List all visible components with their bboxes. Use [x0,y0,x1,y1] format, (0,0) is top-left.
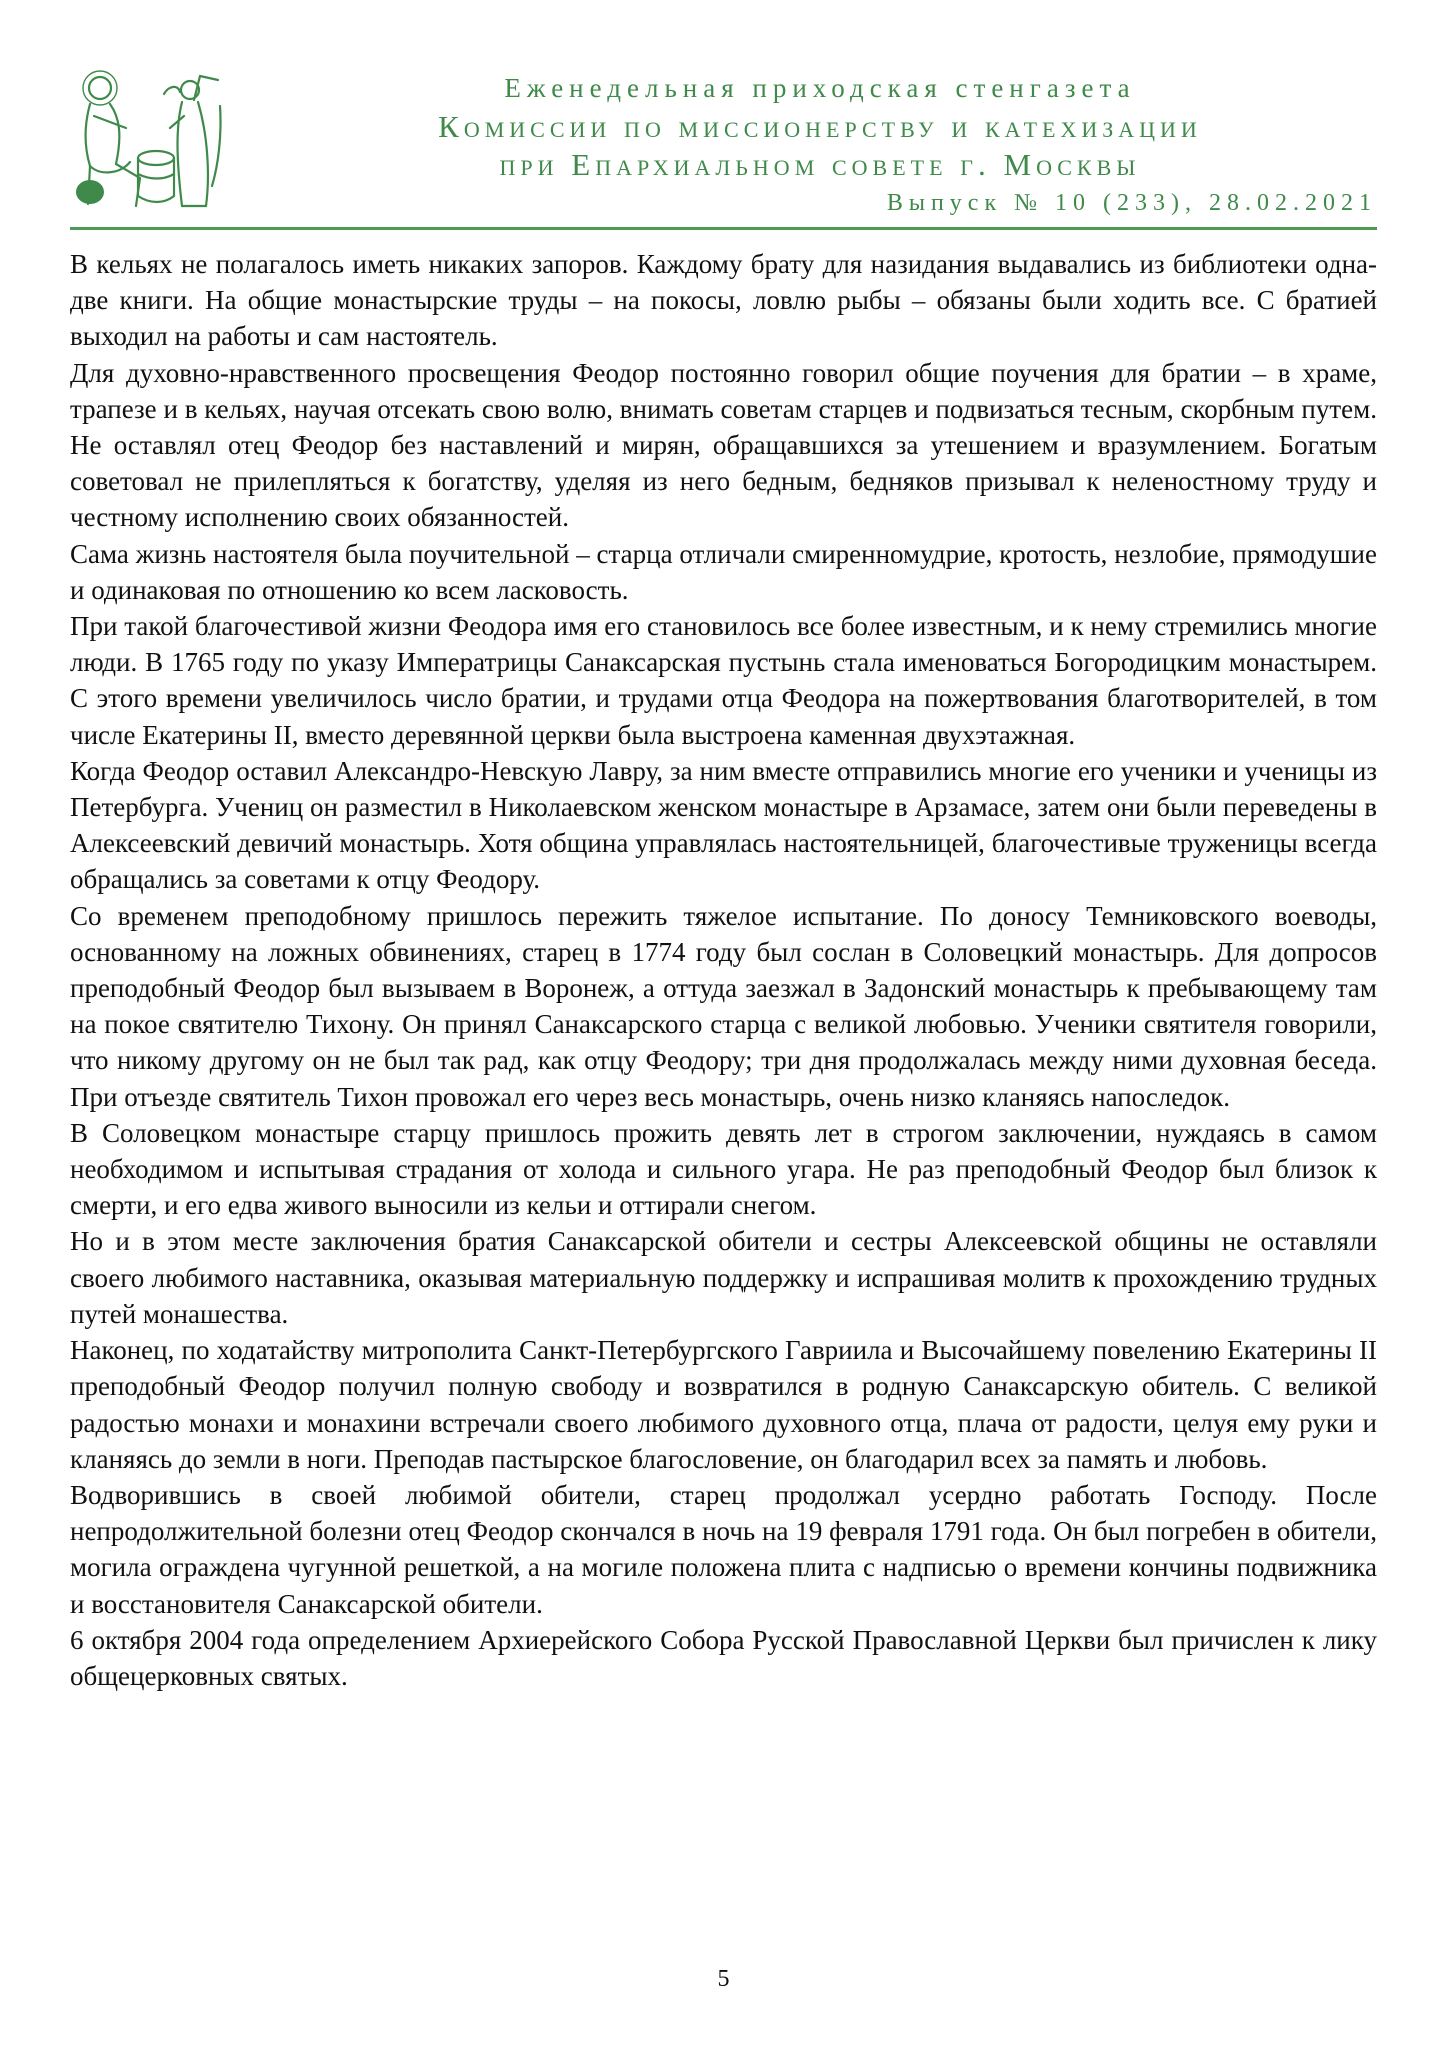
issue-number: Выпуск № 10 (233), 28.02.2021 [886,190,1377,216]
paragraph: Со временем преподобному пришлось пережить тяжелое испытание. По доносу Темниковского воеводы, основанному на ложных обвинениях, старец в 1774 году был сослан в Соловецкий монастырь. Для допросов преподобный Феодор был вызываем в Воронеж, а оттуда заезжал в Задонский монастырь к пребывающему там на покое святителю Тихону. Он принял Санаксарского старца с великой любовью. Ученики святителя говорили, что никому другому он не был так рад, как отцу Феодору; три дня продолжалась между ними духовная беседа. При отъезде святитель Тихон провожал его через весь монастырь, очень низко кланяясь напоследок. [70,900,1377,1112]
paragraph: Для духовно-нравственного просвещения Феодор постоянно говорил общие поучения для братии – в храме, трапезе и в кельях, научая отсекать свою волю, внимать советам старцев и подвизаться тесным, скорбным путем. Не оставлял отец Феодор без наставлений и мирян, обращавшихся за утешением и вразумлением. Богатым советовал не прилепляться к богатству, уделяя из него бедным, бедняков призывал к неленостному труду и честному исполнению своих обязанностей. [70,357,1377,533]
header-divider [70,227,1377,230]
paragraph: Сама жизнь настоятеля была поучительной – старца отличали смиренномудрие, кротость, незлобие, прямодушие и одинаковая по отношению ко всем ласковость. [70,538,1377,605]
paragraph: В Соловецком монастыре старцу пришлось прожить девять лет в строгом заключении, нуждаясь в самом необходимом и испытывая страдания от холода и сильного угара. Не раз преподобный Феодор был близок к смерти, и его едва живого выносили из кельи и оттирали снегом. [70,1117,1377,1221]
paragraph: Когда Феодор оставил Александро-Невскую Лавру, за ним вместе отправились многие его ученики и ученицы из Петербурга. Учениц он разместил в Николаевском женском монастыре в Арзамасе, затем они были переведены в Алексеевский девичий монастырь. Хотя община управлялась настоятельницей, благочестивые труженицы всегда обращались за советами к отцу Феодору. [70,755,1377,895]
page-number: 5 [717,1966,730,1992]
paragraph: 6 октября 2004 года определением Архиерейского Собора Русской Православной Церкви был причислен к лику общецерковных святых. [70,1624,1377,1691]
article-body [70,246,1377,1694]
masthead-title-line-1: Комиссии по миссионерству и катехизации [438,109,1202,144]
masthead [260,70,1380,184]
paragraph: Наконец, по ходатайству митрополита Санкт-Петербургского Гавриила и Высочайшему повелению Екатерины II преподобный Феодор получил полную свободу и возвратился в родную Санаксарскую обитель. С великой радостью монахи и монахини встречали своего любимого духовного отца, плача от радости, целуя ему руки и кланяясь до земли в ноги. Преподав пастырское благословение, он благодарил всех за память и любовь. [70,1335,1377,1474]
masthead-title-line-2: при Епархиальном совете г. Москвы [499,147,1141,182]
paragraph: Но и в этом месте заключения братия Санаксарской обители и сестры Алексеевской общины не оставляли своего любимого наставника, оказывая материальную поддержку и испрашивая молитв к прохождению трудных путей монашества. [70,1226,1377,1329]
logo-icon [70,66,240,216]
paragraph: В кельях не полагалось иметь никаких запоров. Каждому брату для назидания выдавались из библиотеки одна-две книги. На общие монастырские труды – на покосы, ловлю рыбы – обязаны были ходить все. С братией выходил на работы и сам настоятель. [70,249,1377,352]
paragraph: Водворившись в своей любимой обители, старец продолжал усердно работать Господу. После непродолжительной болезни отец Феодор скончался в ночь на 19 февраля 1791 года. Он был погребен в обители, могила ограждена чугунной решеткой, а на могиле положена плита с надписью о времени кончины подвижника и восстановителя Санаксарской обители. [70,1479,1377,1619]
paragraph: При такой благочестивой жизни Феодора имя его становилось все более известным, и к нему стремились многие люди. В 1765 году по указу Императрицы Санаксарская пустынь стала именоваться Богородицким монастырем. С этого времени увеличилось число братии, и трудами отца Феодора на пожертвования благотворителей, в том числе Екатерины II, вместо деревянной церкви была выстроена каменная двухэтажная. [70,611,1377,750]
masthead-subtitle: Еженедельная приходская стенгазета [504,73,1136,103]
